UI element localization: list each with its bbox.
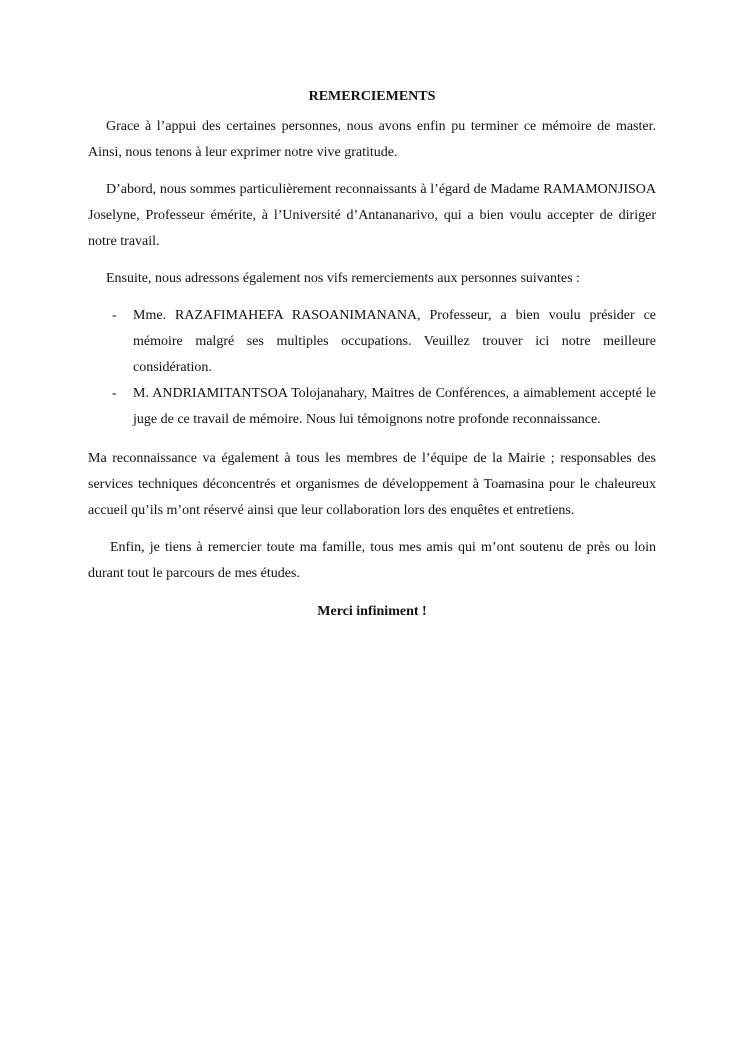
document-page <box>88 86 656 625</box>
family-paragraph: Enfin, je tiens à remercier toute ma famille, tous mes amis qui m’ont soutenu de près ou loin durant tout le parcours de mes études. <box>88 540 656 581</box>
thanks-intro-paragraph: Ensuite, nous adressons également nos vifs remerciements aux personnes suivantes : <box>106 271 580 286</box>
closing-line: Merci infiniment ! <box>317 604 427 619</box>
thanks-list <box>88 303 656 433</box>
director-paragraph: D’abord, nous sommes particulièrement reconnaissants à l’égard de Madame RAMAMONJISOA Joselyne, Professeur émérite, à l’Université d’Antananarivo, qui a bien voulu accepter de diriger notre travail. <box>88 182 656 249</box>
list-item <box>88 381 656 433</box>
list-bullet: - <box>112 386 117 401</box>
list-bullet: - <box>112 308 117 323</box>
mairie-paragraph: Ma reconnaissance va également à tous les membres de l’équipe de la Mairie ; responsables des services techniques déconcentrés et organismes de développement à Toamasina pour le chaleureux accueil qu’ils m’ont réservé ainsi que leur collaboration lors des enquêtes et entretiens. <box>88 451 656 518</box>
intro-paragraph: Grace à l’appui des certaines personnes, nous avons enfin pu terminer ce mémoire de master. Ainsi, nous tenons à leur exprimer notre vive gratitude. <box>88 119 656 160</box>
list-item-text: M. ANDRIAMITANTSOA Tolojanahary, Maitres de Conférences, a aimablement accepté le juge de ce travail de mémoire. Nous lui témoignons notre profonde reconnaissance. <box>133 386 656 427</box>
page-title: REMERCIEMENTS <box>308 89 436 104</box>
list-item <box>88 303 656 381</box>
list-item-text: Mme. RAZAFIMAHEFA RASOANIMANANA, Professeur, a bien voulu présider ce mémoire malgré ses multiples occupations. Veuillez trouver ici notre meilleure considération. <box>133 308 656 375</box>
